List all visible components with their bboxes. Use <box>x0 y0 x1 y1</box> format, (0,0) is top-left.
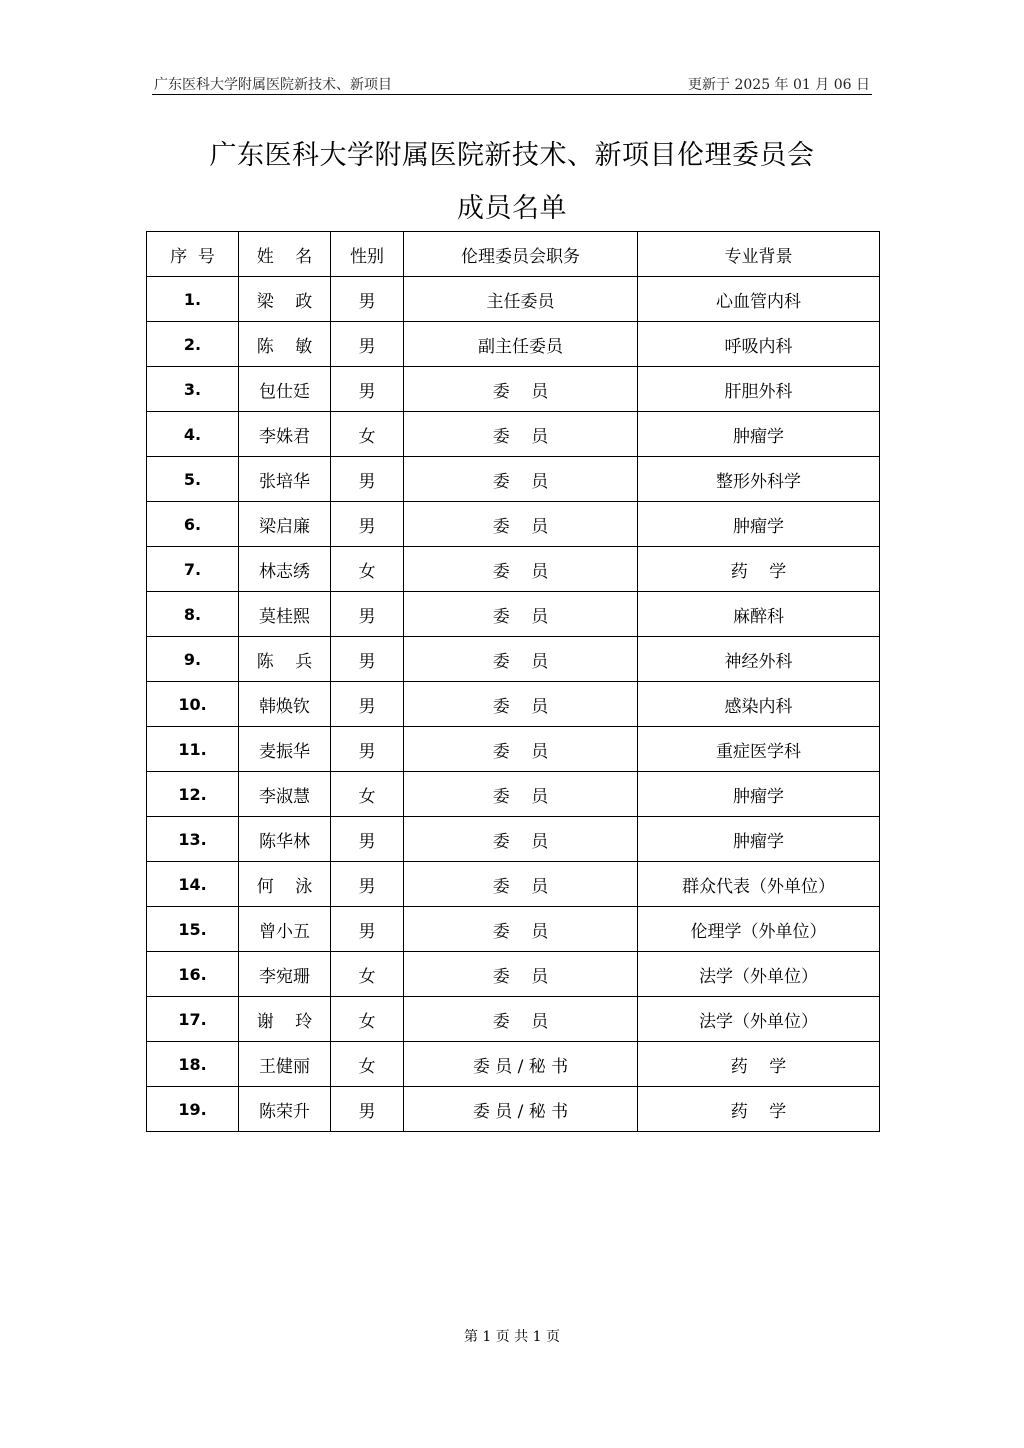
cell-gender: 男 <box>331 322 404 367</box>
cell-gender: 男 <box>331 1087 404 1132</box>
cell-role: 委 员 <box>404 952 638 997</box>
cell-name: 李淑慧 <box>239 772 331 817</box>
cell-name: 王健丽 <box>239 1042 331 1087</box>
cell-seq: 12. <box>147 772 239 817</box>
table-row <box>147 727 880 772</box>
cell-gender: 男 <box>331 592 404 637</box>
cell-gender: 男 <box>331 907 404 952</box>
cell-seq: 5. <box>147 457 239 502</box>
table-row <box>147 547 880 592</box>
header-left-text: 广东医科大学附属医院新技术、新项目 <box>154 77 392 93</box>
cell-gender: 男 <box>331 727 404 772</box>
table-row <box>147 322 880 367</box>
cell-seq: 17. <box>147 997 239 1042</box>
table-row <box>147 457 880 502</box>
cell-gender: 女 <box>331 772 404 817</box>
cell-background: 神经外科 <box>638 637 880 682</box>
table-row <box>147 592 880 637</box>
header-gender: 性别 <box>331 232 404 277</box>
cell-seq: 2. <box>147 322 239 367</box>
cell-gender: 男 <box>331 682 404 727</box>
cell-role: 委 员 <box>404 592 638 637</box>
cell-background: 群众代表（外单位） <box>638 862 880 907</box>
header-background: 专业背景 <box>638 232 880 277</box>
header-role: 伦理委员会职务 <box>404 232 638 277</box>
cell-name: 包仕廷 <box>239 367 331 412</box>
cell-seq: 3. <box>147 367 239 412</box>
cell-seq: 11. <box>147 727 239 772</box>
cell-name: 陈荣升 <box>239 1087 331 1132</box>
header-seq: 序 号 <box>147 232 239 277</box>
table-row <box>147 682 880 727</box>
cell-role: 委 员 <box>404 457 638 502</box>
cell-name: 梁启廉 <box>239 502 331 547</box>
cell-name: 林志绣 <box>239 547 331 592</box>
cell-name: 梁 政 <box>239 277 331 322</box>
cell-role: 委 员 <box>404 907 638 952</box>
cell-background: 麻醉科 <box>638 592 880 637</box>
header-name: 姓 名 <box>239 232 331 277</box>
cell-role: 委 员 <box>404 682 638 727</box>
cell-role: 委 员 <box>404 862 638 907</box>
cell-name: 陈华林 <box>239 817 331 862</box>
cell-role: 委 员 / 秘 书 <box>404 1042 638 1087</box>
header-update-date: 更新于 2025 年 01 月 06 日 <box>688 77 870 93</box>
cell-role: 委 员 <box>404 997 638 1042</box>
cell-name: 张培华 <box>239 457 331 502</box>
cell-gender: 男 <box>331 502 404 547</box>
cell-name: 韩焕钦 <box>239 682 331 727</box>
cell-seq: 6. <box>147 502 239 547</box>
page-footer: 第 1 页 共 1 页 <box>463 1329 561 1345</box>
cell-seq: 4. <box>147 412 239 457</box>
table-header-row <box>147 232 880 277</box>
cell-gender: 男 <box>331 277 404 322</box>
cell-seq: 8. <box>147 592 239 637</box>
cell-background: 药 学 <box>638 547 880 592</box>
cell-role: 主任委员 <box>404 277 638 322</box>
table-row <box>147 1042 880 1087</box>
cell-name: 谢 玲 <box>239 997 331 1042</box>
table-row <box>147 1087 880 1132</box>
cell-seq: 10. <box>147 682 239 727</box>
cell-role: 委 员 <box>404 412 638 457</box>
table-row <box>147 367 880 412</box>
cell-role: 委 员 <box>404 772 638 817</box>
cell-background: 重症医学科 <box>638 727 880 772</box>
cell-background: 肿瘤学 <box>638 502 880 547</box>
cell-role: 委 员 <box>404 817 638 862</box>
cell-background: 法学（外单位） <box>638 997 880 1042</box>
cell-background: 整形外科学 <box>638 457 880 502</box>
cell-role: 委 员 <box>404 367 638 412</box>
cell-name: 麦振华 <box>239 727 331 772</box>
cell-background: 法学（外单位） <box>638 952 880 997</box>
cell-seq: 13. <box>147 817 239 862</box>
table-row <box>147 637 880 682</box>
table-row <box>147 277 880 322</box>
cell-name: 李姝君 <box>239 412 331 457</box>
cell-gender: 男 <box>331 862 404 907</box>
cell-name: 莫桂熙 <box>239 592 331 637</box>
cell-background: 呼吸内科 <box>638 322 880 367</box>
cell-name: 陈 兵 <box>239 637 331 682</box>
cell-name: 何 泳 <box>239 862 331 907</box>
table-row <box>147 907 880 952</box>
cell-gender: 男 <box>331 367 404 412</box>
cell-gender: 女 <box>331 412 404 457</box>
document-title: 广东医科大学附属医院新技术、新项目伦理委员会 <box>209 140 815 171</box>
document-subtitle: 成员名单 <box>457 193 567 224</box>
cell-background: 药 学 <box>638 1087 880 1132</box>
cell-role: 委 员 <box>404 547 638 592</box>
cell-background: 心血管内科 <box>638 277 880 322</box>
cell-background: 肿瘤学 <box>638 772 880 817</box>
cell-gender: 男 <box>331 817 404 862</box>
table-row <box>147 502 880 547</box>
cell-background: 感染内科 <box>638 682 880 727</box>
cell-background: 药 学 <box>638 1042 880 1087</box>
page-header <box>152 72 872 95</box>
table-row <box>147 772 880 817</box>
cell-background: 肝胆外科 <box>638 367 880 412</box>
cell-gender: 女 <box>331 997 404 1042</box>
cell-background: 肿瘤学 <box>638 817 880 862</box>
cell-gender: 女 <box>331 547 404 592</box>
cell-gender: 男 <box>331 637 404 682</box>
cell-gender: 男 <box>331 457 404 502</box>
cell-role: 委 员 <box>404 637 638 682</box>
cell-seq: 7. <box>147 547 239 592</box>
table-row <box>147 412 880 457</box>
member-table <box>146 231 880 1132</box>
cell-role: 委 员 / 秘 书 <box>404 1087 638 1132</box>
cell-role: 委 员 <box>404 502 638 547</box>
cell-seq: 15. <box>147 907 239 952</box>
table-row <box>147 952 880 997</box>
cell-gender: 女 <box>331 1042 404 1087</box>
cell-name: 陈 敏 <box>239 322 331 367</box>
table-row <box>147 997 880 1042</box>
member-rows <box>147 277 880 1132</box>
cell-seq: 18. <box>147 1042 239 1087</box>
table-row <box>147 862 880 907</box>
cell-name: 李宛珊 <box>239 952 331 997</box>
cell-seq: 1. <box>147 277 239 322</box>
cell-role: 委 员 <box>404 727 638 772</box>
cell-seq: 19. <box>147 1087 239 1132</box>
table-row <box>147 817 880 862</box>
cell-gender: 女 <box>331 952 404 997</box>
cell-background: 肿瘤学 <box>638 412 880 457</box>
cell-name: 曾小五 <box>239 907 331 952</box>
cell-background: 伦理学（外单位） <box>638 907 880 952</box>
cell-seq: 14. <box>147 862 239 907</box>
cell-role: 副主任委员 <box>404 322 638 367</box>
cell-seq: 9. <box>147 637 239 682</box>
cell-seq: 16. <box>147 952 239 997</box>
